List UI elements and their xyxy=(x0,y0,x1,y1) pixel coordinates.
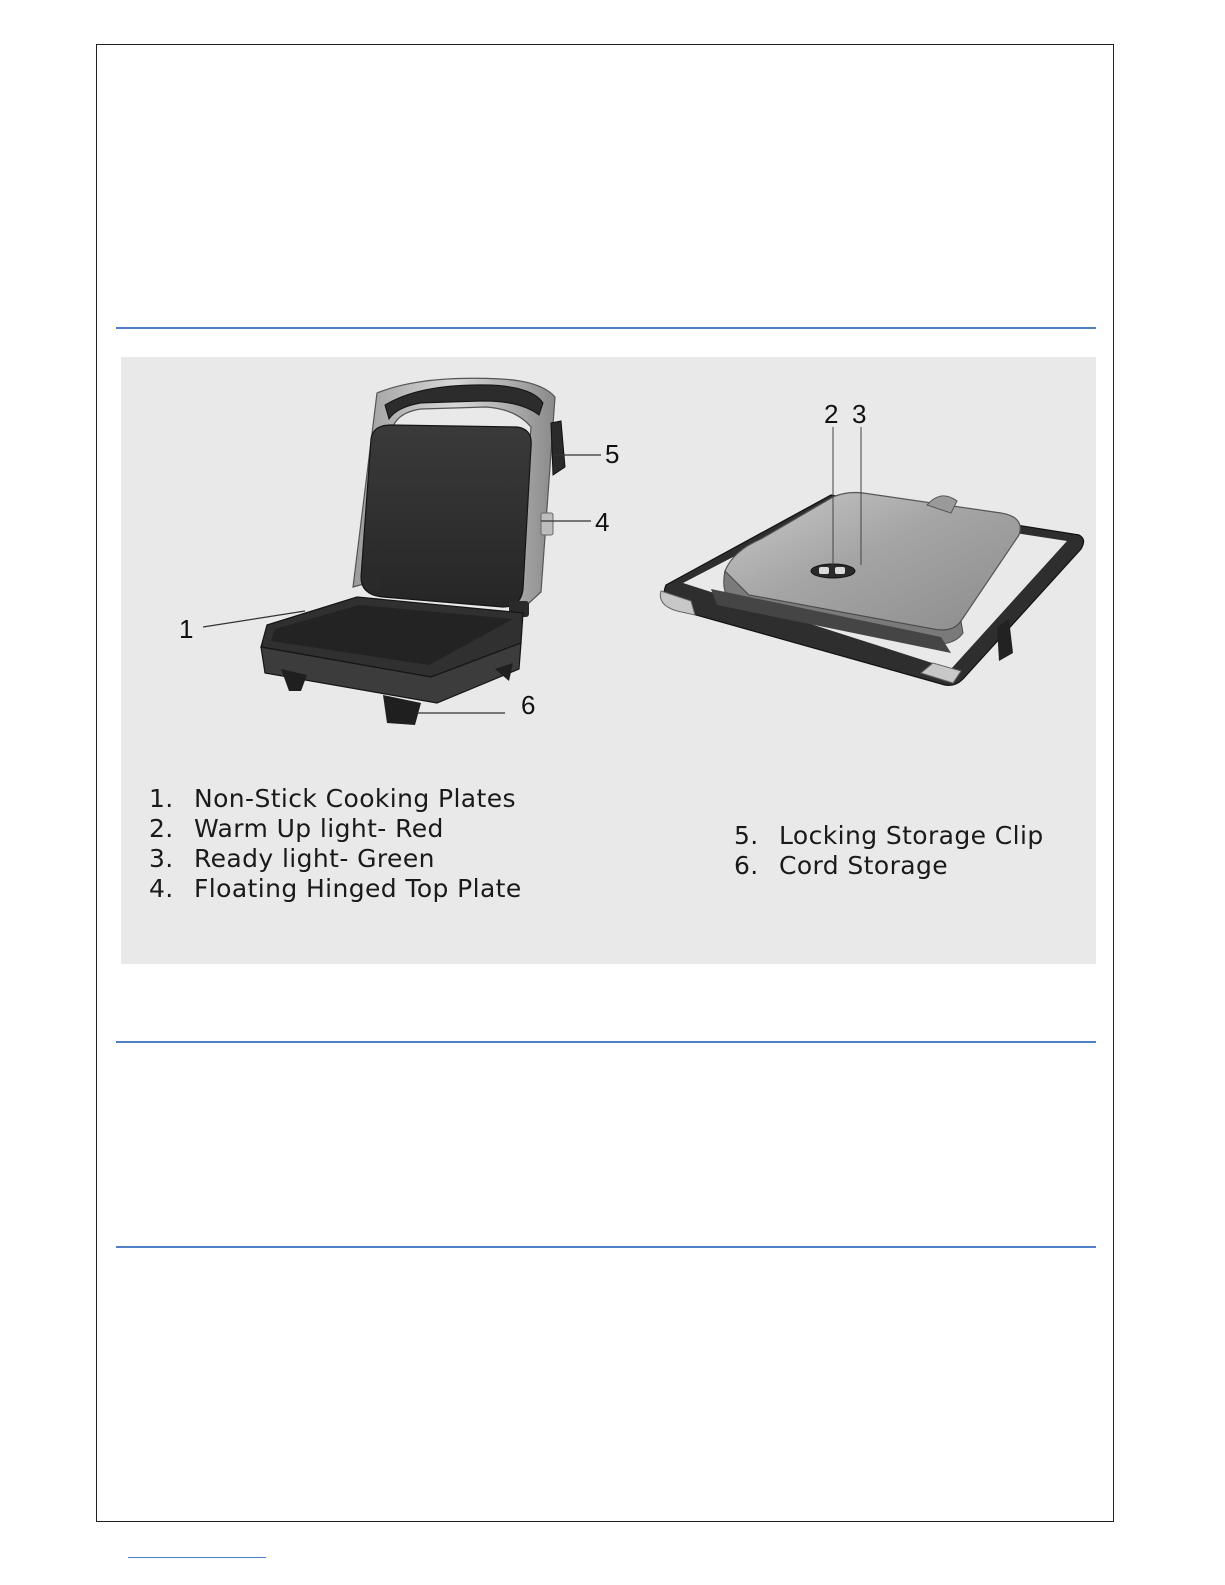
legend-label: Floating Hinged Top Plate xyxy=(194,874,522,903)
section-divider-middle xyxy=(116,1041,1096,1043)
legend-number: 1. xyxy=(149,784,174,813)
footer-underline xyxy=(128,1557,266,1558)
legend-number: 2. xyxy=(149,814,174,843)
callout-3: 3 xyxy=(852,399,867,429)
legend-number: 4. xyxy=(149,874,174,903)
legend-label: Non-Stick Cooking Plates xyxy=(194,784,516,813)
legend-item xyxy=(149,844,522,874)
legend-number: 3. xyxy=(149,844,174,873)
section-divider-top xyxy=(116,327,1096,329)
callout-6: 6 xyxy=(521,690,536,720)
legend-label: Ready light- Green xyxy=(194,844,435,873)
legend-item xyxy=(149,874,522,904)
legend-item xyxy=(734,851,1044,881)
callout-1: 1 xyxy=(179,614,194,644)
legend-number: 5. xyxy=(734,821,759,850)
callout-5: 5 xyxy=(605,439,620,469)
legend-item xyxy=(734,821,1044,851)
callout-2: 2 xyxy=(824,399,839,429)
legend-label: Warm Up light- Red xyxy=(194,814,444,843)
legend-left xyxy=(149,784,522,904)
legend-item xyxy=(149,814,522,844)
open-grill xyxy=(261,378,565,725)
callout-4: 4 xyxy=(595,507,610,537)
legend-right xyxy=(734,821,1044,881)
section-divider-bottom xyxy=(116,1246,1096,1248)
product-diagram-panel xyxy=(121,357,1096,964)
legend-item xyxy=(149,784,522,814)
legend-label: Locking Storage Clip xyxy=(779,821,1044,850)
legend-label: Cord Storage xyxy=(779,851,949,880)
closed-grill xyxy=(660,493,1083,686)
legend-number: 6. xyxy=(734,851,759,880)
